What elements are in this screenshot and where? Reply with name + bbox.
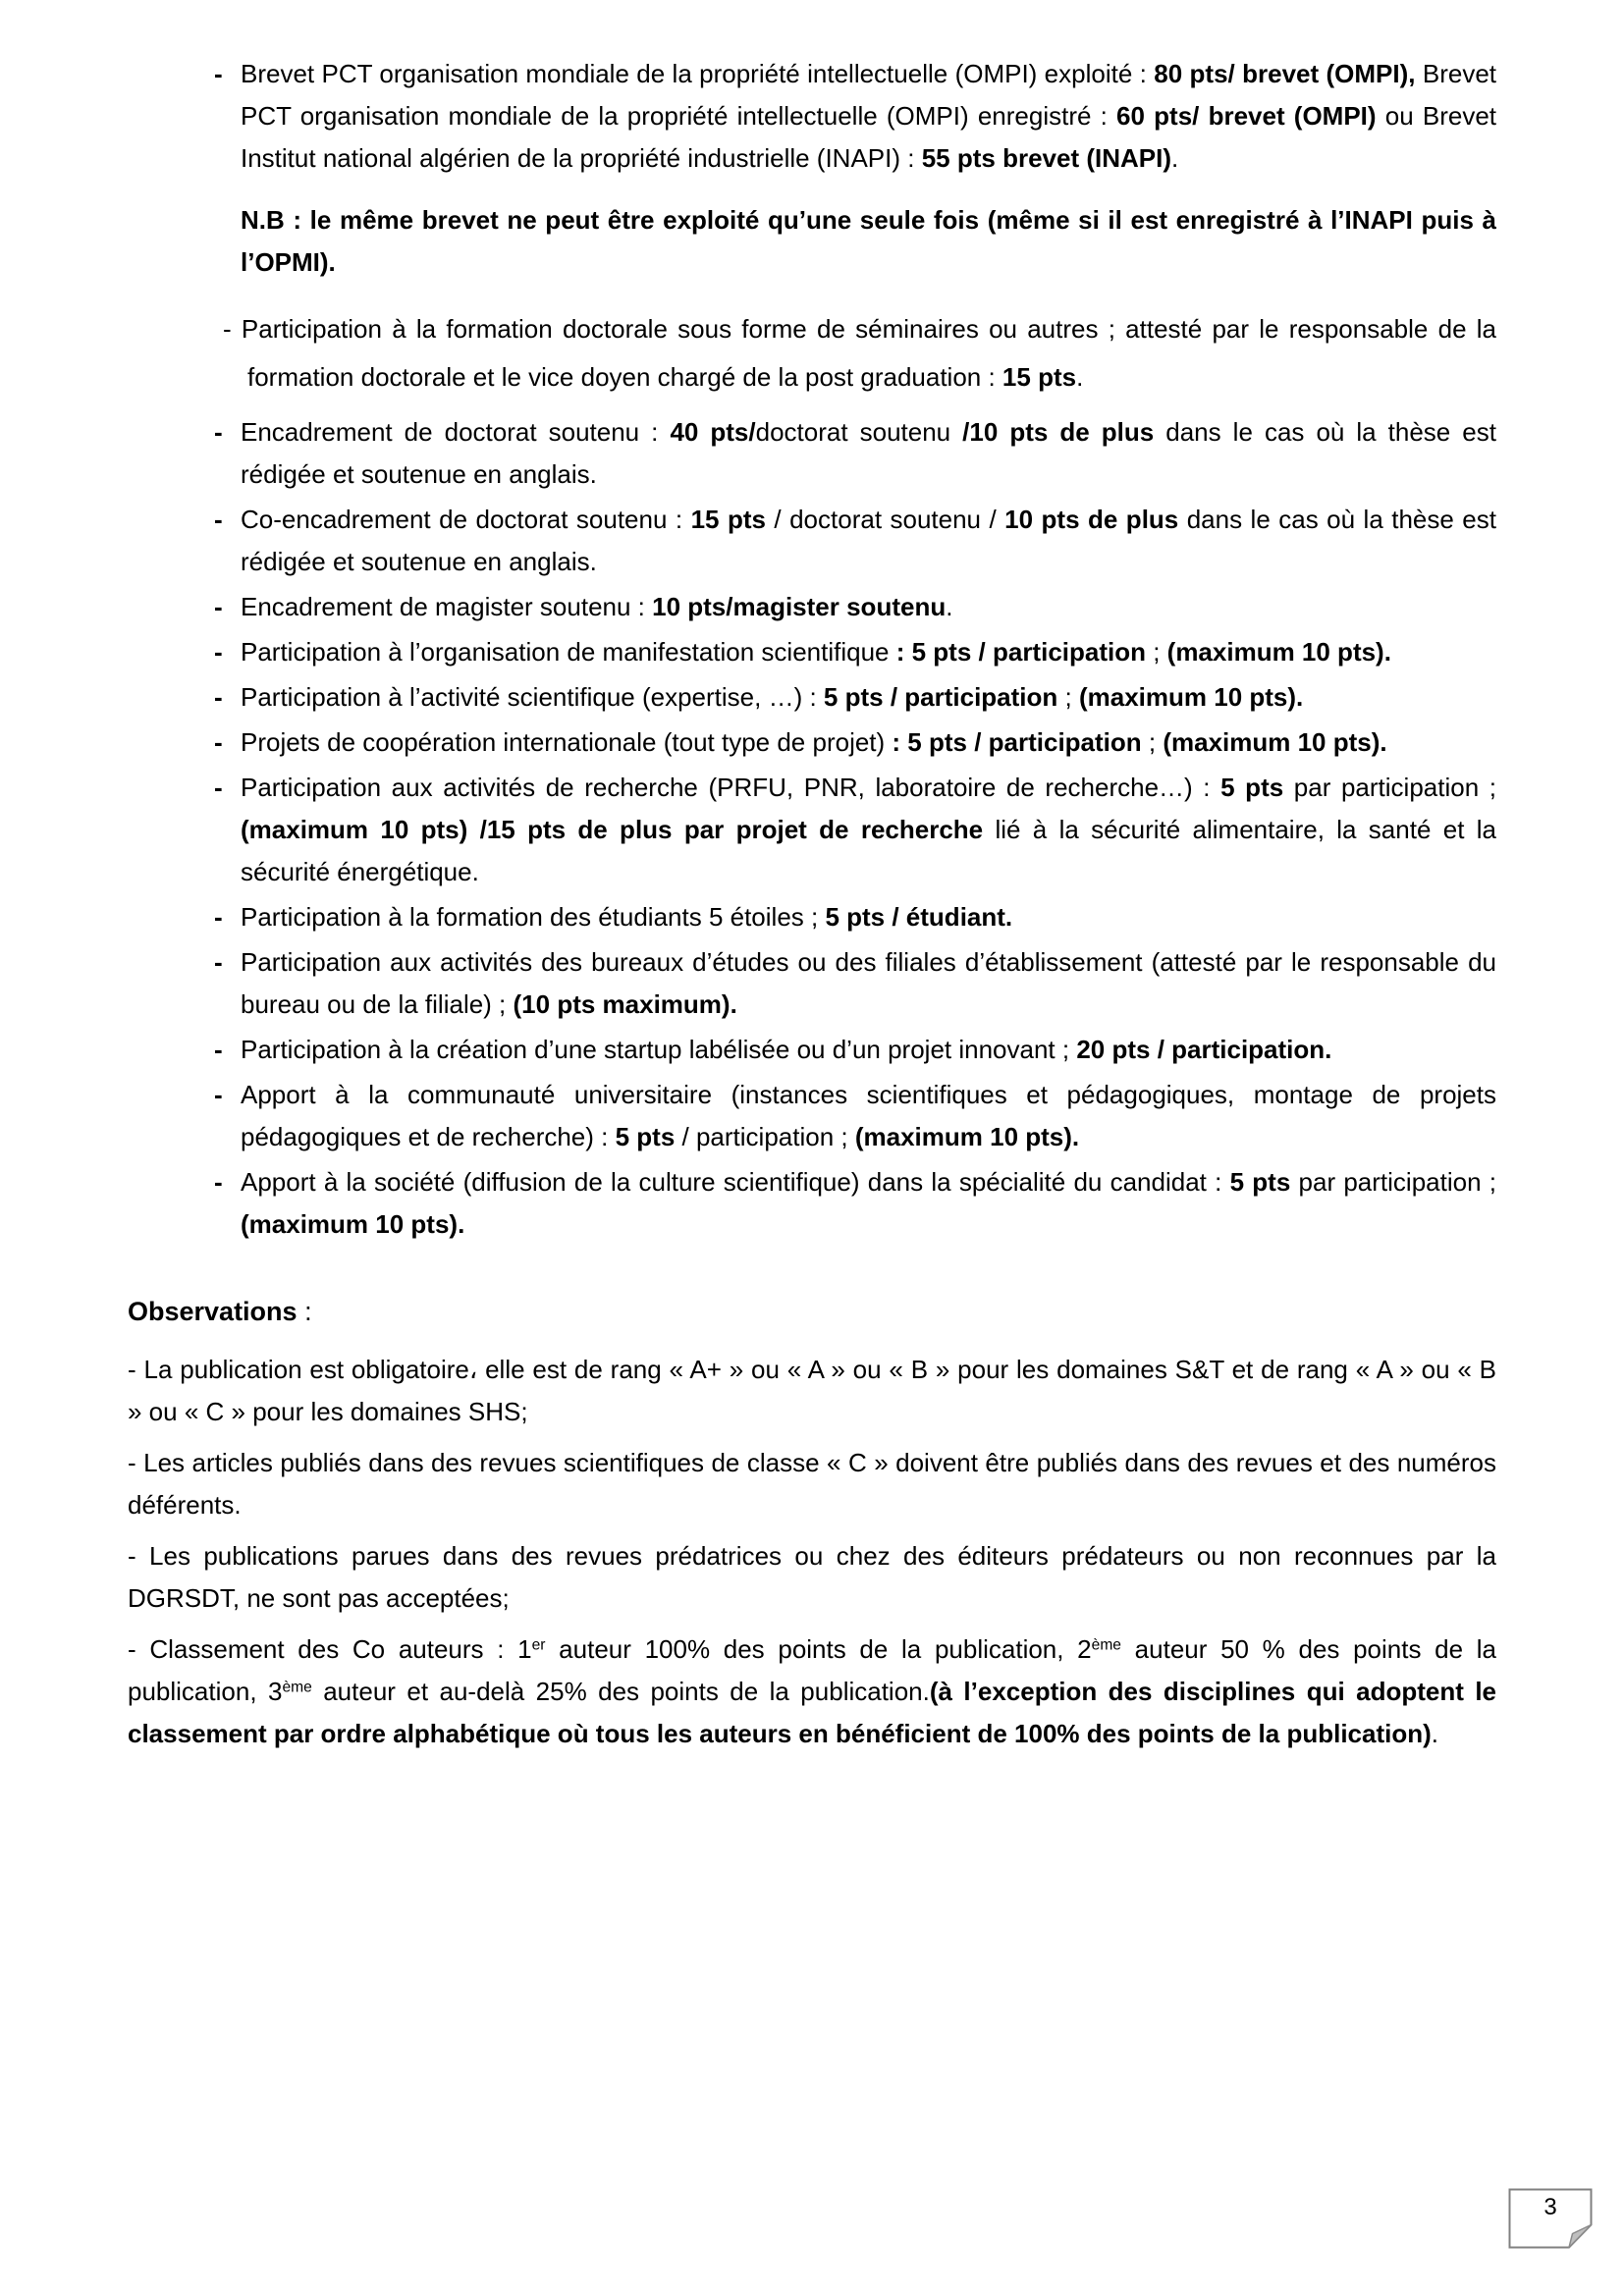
bullet-text (241, 592, 952, 621)
bullet-dash: - (214, 1167, 223, 1197)
text-run-bold: 5 pts / étudiant. (825, 902, 1013, 932)
page-number: 3 (1543, 2194, 1557, 2220)
bullet-text (241, 902, 1012, 932)
text-run-bold: N.B : le même brevet ne peut être exploité qu’une seule fois (même si il est enregistré à l’INAPI puis à l’OPMI). (241, 205, 1496, 277)
text-run-bold: 40 pts/ (670, 417, 756, 447)
bullet-encadrement-doctorat (128, 411, 1496, 496)
text-run-bold: (à l’exception des disciplines qui adoptent le classement par ordre alphabétique où tous les auteurs en bénéficient de 100% des points de la publication) (128, 1677, 1497, 1748)
text-run-bold: 15 pts (1001, 362, 1077, 392)
bullet-formation-etudiants-5-etoiles (128, 896, 1496, 938)
text-run: ; (1141, 727, 1164, 757)
text-run: ; (1057, 682, 1079, 712)
bullet-dash: - (214, 727, 223, 757)
text-run: Co-encadrement de doctorat soutenu : (241, 505, 691, 534)
text-run: - Les publications parues dans des revues prédatrices ou chez des éditeurs prédateurs ou non reconnues par la DGRSDT, ne sont pas acceptées; (128, 1541, 1496, 1613)
bullet-text (241, 773, 1496, 886)
text-run: - Participation à la formation doctorale sous forme de séminaires ou autres ; attesté par le responsable de la formation doctorale et le vice doyen chargé de la post graduation : (223, 314, 1496, 392)
text-run: ; (1145, 637, 1167, 667)
text-run-bold: 5 pts (615, 1122, 676, 1151)
text-run: ou Brevet Institut national algérien de la propriété industrielle (INAPI) : (241, 101, 1497, 173)
text-run-bold: 60 pts/ brevet (OMPI) (1116, 101, 1377, 131)
text-run: Apport à la société (diffusion de la culture scientifique) dans la spécialité du candidat : (241, 1167, 1230, 1197)
observations-heading (128, 1291, 1496, 1333)
bullet-startup-projet-innovant (128, 1029, 1496, 1071)
text-run-bold: : 5 pts / participation (892, 727, 1142, 757)
bullet-communaute-universitaire (128, 1074, 1496, 1158)
bullet-text (241, 1080, 1496, 1151)
bullet-dash: - (214, 1035, 223, 1064)
text-run: Participation à l’organisation de manifestation scientifique (241, 637, 896, 667)
text-run: auteur et au-delà 25% des points de la publication. (311, 1677, 930, 1706)
bullet-text (241, 417, 1496, 489)
text-run: Participation aux activités des bureaux d’études ou des filiales d’établissement (attesté par le responsable du bureau ou de la filiale) ; (241, 947, 1496, 1019)
bullet-brevet-pct (128, 53, 1496, 180)
document-blocks (128, 53, 1496, 1755)
text-run: Apport à la communauté universitaire (instances scientifiques et pédagogiques, montage de projets pédagogiques et de recherche) : (241, 1080, 1496, 1151)
bullet-encadrement-magister (128, 586, 1496, 628)
bullet-dash: - (214, 1080, 223, 1109)
bullet-text (241, 505, 1496, 576)
text-run: dans le cas où la thèse est rédigée et soutenue en anglais. (241, 505, 1496, 576)
bullet-text (241, 682, 1303, 712)
bullet-dash: - (214, 773, 223, 802)
bullet-bureaux-etudes (128, 941, 1496, 1026)
bullet-activites-recherche (128, 767, 1496, 893)
obs-articles-classe-c (128, 1442, 1496, 1526)
bullet-text (241, 637, 1391, 667)
text-run-bold: : 5 pts / participation (895, 637, 1146, 667)
bullet-projets-cooperation (128, 721, 1496, 764)
text-run: par participation ; (1290, 1167, 1496, 1197)
bullet-dash: - (214, 947, 223, 977)
text-run: - Les articles publiés dans des revues scientifiques de classe « C » doivent être publiés dans des revues et des numéros déférents. (128, 1448, 1496, 1520)
text-run-bold: (maximum 10 pts). (1166, 637, 1391, 667)
text-run: dans le cas où la thèse est rédigée et soutenue en anglais. (241, 417, 1496, 489)
bullet-dash: - (214, 637, 223, 667)
text-run: doctorat soutenu (755, 417, 963, 447)
text-run-bold: (maximum 10 pts) /15 pts de plus par projet de recherche (241, 815, 984, 844)
text-run-bold: /10 pts de plus (962, 417, 1155, 447)
text-run: er (531, 1636, 546, 1654)
text-run: Encadrement de doctorat soutenu : (241, 417, 671, 447)
text-run: Participation à la formation des étudiants 5 étoiles ; (241, 902, 826, 932)
text-run-bold: 5 pts / participation (823, 682, 1058, 712)
obs-revues-predatrices (128, 1535, 1496, 1620)
obs-publication-obligatoire (128, 1349, 1496, 1433)
text-run: Participation aux activités de recherche (PRFU, PNR, laboratoire de recherche…) : (241, 773, 1221, 802)
text-run: Brevet PCT organisation mondiale de la propriété intellectuelle (OMPI) enregistré : (241, 59, 1497, 131)
text-run-bold: 80 pts/ brevet (OMPI), (1154, 59, 1416, 88)
text-run-bold: 10 pts de plus (1004, 505, 1179, 534)
text-run-bold: 5 pts (1229, 1167, 1291, 1197)
bullet-text (241, 59, 1496, 173)
bullet-text (241, 947, 1496, 1019)
text-run: / participation ; (675, 1122, 855, 1151)
text-run-bold: 5 pts (1220, 773, 1284, 802)
bullet-apport-societe (128, 1161, 1496, 1246)
text-run: lié à la sécurité alimentaire, la santé et la sécurité énergétique. (241, 815, 1496, 886)
text-run: Encadrement de magister soutenu : (241, 592, 653, 621)
text-run: Participation à la création d’une startup labélisée ou d’un projet innovant ; (241, 1035, 1077, 1064)
text-run-bold: (maximum 10 pts). (854, 1122, 1080, 1151)
page-number-box (1508, 2188, 1593, 2249)
bullet-organisation-manifestation (128, 631, 1496, 673)
text-run-bold: 10 pts/magister soutenu (652, 592, 947, 621)
text-run: par participation ; (1283, 773, 1496, 802)
bullet-co-encadrement-doctorat (128, 499, 1496, 583)
bullet-dash: - (214, 417, 223, 447)
text-run: Brevet PCT organisation mondiale de la propriété intellectuelle (OMPI) exploité : (241, 59, 1155, 88)
bullet-text (241, 727, 1387, 757)
nb-note (241, 199, 1496, 284)
bullet-dash: - (214, 59, 223, 88)
text-run: Projets de coopération internationale (tout type de projet) (241, 727, 893, 757)
text-run: . (1171, 143, 1179, 173)
bullet-dash: - (214, 592, 223, 621)
bullet-dash: - (214, 902, 223, 932)
text-run: ème (282, 1679, 312, 1696)
text-run-bold: 15 pts (690, 505, 766, 534)
para-formation-doctorale (128, 305, 1496, 401)
bullet-activite-scientifique (128, 676, 1496, 719)
text-run-bold: Observations (128, 1297, 298, 1326)
obs-classement-co-auteurs (128, 1629, 1496, 1755)
text-run-bold: 55 pts brevet (INAPI) (921, 143, 1171, 173)
text-run: . (1431, 1719, 1438, 1748)
bullet-text (241, 1167, 1496, 1239)
bullet-dash: - (214, 505, 223, 534)
bullet-dash: - (214, 682, 223, 712)
text-run-bold: 20 pts / participation. (1076, 1035, 1332, 1064)
text-run-bold: (10 pts maximum). (513, 989, 737, 1019)
text-run: : (297, 1297, 312, 1326)
text-run: ème (1091, 1636, 1121, 1654)
text-run: - La publication est obligatoire، elle est de rang « A+ » ou « A » ou « B » pour les domaines S&T et de rang « A » ou « B » ou « C » pour les domaines SHS; (128, 1355, 1496, 1426)
text-run: - Classement des Co auteurs : 1 (128, 1634, 532, 1664)
text-run: . (946, 592, 953, 621)
bullet-text (241, 1035, 1331, 1064)
text-run-bold: (maximum 10 pts). (1078, 682, 1304, 712)
text-run-bold: (maximum 10 pts). (241, 1209, 465, 1239)
text-run: / doctorat soutenu / (765, 505, 1005, 534)
text-run: . (1076, 362, 1084, 392)
text-run: auteur 50 % des points de la publication, 3 (128, 1634, 1496, 1706)
text-run-bold: (maximum 10 pts). (1163, 727, 1387, 757)
text-run: Participation à l’activité scientifique (expertise, …) : (241, 682, 824, 712)
text-run: auteur 100% des points de la publication, 2 (545, 1634, 1092, 1664)
